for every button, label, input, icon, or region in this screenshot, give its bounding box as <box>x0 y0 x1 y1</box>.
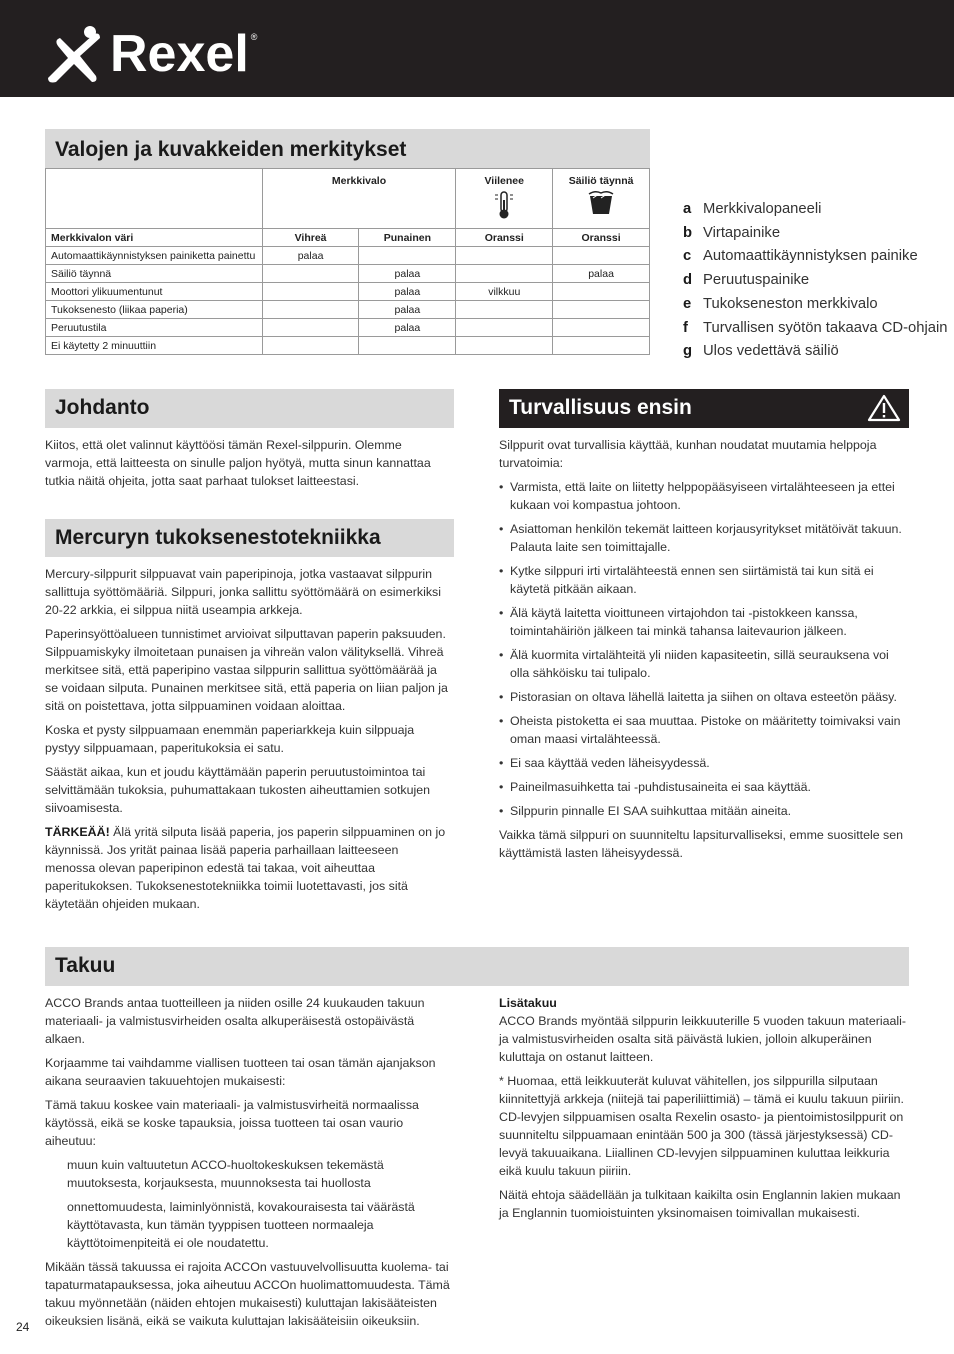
lights-table <box>45 168 650 355</box>
cooling-header: Viilenee <box>456 169 553 229</box>
rexel-figure-icon <box>44 24 108 84</box>
cell <box>456 265 553 283</box>
lights-section-header <box>45 129 650 169</box>
legend-item: a Merkkivalopaneeli <box>683 201 822 217</box>
list-item: • Ei saa käyttää veden läheisyydessä. <box>499 756 710 770</box>
extra-warranty-title: Lisätakuu <box>499 996 557 1010</box>
col-header: Oranssi <box>553 229 650 247</box>
legend-item: g Ulos vedettävä säiliö <box>683 343 839 360</box>
safety-intro: Silppurit ovat turvallisia käyttää, kunhan noudatat muutamia helppoja turvatoimia: <box>499 438 877 470</box>
lights-title: Valojen ja kuvakkeiden merkitykset <box>55 138 407 161</box>
list-item: • Paineilmasuihketta tai -puhdistusaineita ei saa käyttää. <box>499 780 811 794</box>
page-header <box>0 0 954 97</box>
list-item: • Älä käytä laitetta vioittuneen virtajohdon tai -pistokkeen kanssa, toimintahäiriön jälkeen tai minkä tahansa laitevaurion jälkeen. <box>499 606 858 638</box>
intro-paragraph: Kiitos, että olet valinnut käyttöösi tämän Rexel-silppurin. Olemme varmoja, että laitteesta on sinulle paljon hyötyä, mutta sinun kannattaa tutkia näitä ohjeita, jotta saat parhaat tulokset laitteestasi. <box>45 438 431 488</box>
legend-item: c Automaattikäynnistyksen painike <box>683 248 918 265</box>
warranty-title: Takuu <box>55 954 116 977</box>
cell: palaa <box>359 265 456 283</box>
cell <box>262 265 359 283</box>
cell <box>553 247 650 265</box>
cell <box>456 301 553 319</box>
mercury-section-header <box>45 519 454 557</box>
list-item: • Asiattoman henkilön tekemät laitteen korjausyritykset mitätöivät takuun. Palauta laite sen toimittajalle. <box>499 522 902 554</box>
thermometer-icon <box>493 190 515 220</box>
warranty-left <box>45 994 455 1336</box>
cell: palaa <box>359 301 456 319</box>
cell <box>359 337 456 355</box>
cell <box>262 301 359 319</box>
cell <box>553 337 650 355</box>
table-row <box>46 265 650 283</box>
paragraph: Korjaamme tai vaihdamme viallisen tuotteen tai osan tämän ajanjakson aikana seuraavien takuuehtojen mukaisesti: <box>45 1056 436 1088</box>
list-item: • Kytke silppuri irti virtalähteestä ennen sen siirtämistä tai kun sitä ei käytetä pitkään aikaan. <box>499 564 874 596</box>
list-item: • Silppurin pinnalle EI SAA suihkuttaa mitään aineita. <box>499 804 792 818</box>
col-header: Vihreä <box>262 229 359 247</box>
cell: palaa <box>553 265 650 283</box>
legend-item: e Tukokseneston merkkivalo <box>683 295 878 312</box>
indicator-header: Merkkivalo <box>262 169 456 229</box>
blank-cell <box>46 169 263 229</box>
intro-section-header <box>45 389 454 428</box>
list-item: • Älä kuormita virtalähteitä yli niiden kapasiteetin, sillä seurauksena voi olla sähköisku tai tulipalo. <box>499 648 889 680</box>
legend-item: b Virtapainike <box>683 224 781 241</box>
paragraph: Paperinsyöttöalueen tunnistimet arvioivat silputtavan paperin paksuuden. Silppuamiskyky ilmoitetaan punaisen ja vihreän valon välityksellä. Vihreä merkitsee sitä, että paperipino vastaa silppurin sallittua syöttömäärää ja se voidaan silputa. Punainen merkitsee sitä, että paperia on liian paljon ja sitä on poistettava, jotta silppuaminen voidaan aloittaa. <box>45 627 448 713</box>
row-label: Automaattikäynnistyksen painiketta painettu <box>46 247 263 265</box>
table-row <box>46 319 650 337</box>
paragraph: Säästät aikaa, kun et joudu käyttämään paperin peruutustoimintoa tai selvittämään tukoksia, puhumattakaan tukosten aiheuttamien sotkujen siivoamisesta. <box>45 765 431 815</box>
page-number: 24 <box>16 1320 30 1334</box>
cell <box>262 319 359 337</box>
rexel-logo <box>44 24 257 84</box>
cell <box>456 319 553 337</box>
indented-item: muun kuin valtuutetun ACCO-huoltokeskuksen tekemästä muutoksesta, korjauksesta, muunnoksesta tai huollosta <box>67 1158 384 1190</box>
warranty-right <box>499 994 911 1228</box>
row-label: Ei käytetty 2 minuuttiin <box>46 337 263 355</box>
cell <box>553 319 650 337</box>
col-header: Oranssi <box>456 229 553 247</box>
bin-full-header: Säiliö täynnä <box>553 169 650 229</box>
legend-item: d Peruutuspainike <box>683 272 810 289</box>
row-label: Peruutustila <box>46 319 263 337</box>
paragraph: Mercury-silppurit silppuavat vain paperipinoja, jotka vastaavat silppurin sallittuja syöttömääriä. Silppuri, jonka sallittu syöttömäärä on esimerkiksi 20-22 arkkia, ei silppua niitä useampia arkkeja. <box>45 567 441 617</box>
paragraph: Koska et pysty silppuamaan enemmän paperiarkkeja kuin silppuaja pystyy silppuamaan, paperitukoksia ei satu. <box>45 723 415 755</box>
cell: palaa <box>262 247 359 265</box>
row-label: Moottori ylikuumentunut <box>46 283 263 301</box>
safety-title: Turvallisuus ensin <box>509 396 692 419</box>
lights-table-header-row <box>46 229 650 247</box>
cell <box>456 337 553 355</box>
cell: vilkkuu <box>456 283 553 301</box>
safety-body <box>499 436 911 868</box>
brand-name: Rexel <box>110 25 249 83</box>
mercury-body <box>45 565 450 919</box>
paragraph: Mikään tässä takuussa ei rajoita ACCOn vastuuvelvollisuutta kuolema- tai tapaturmatapauksessa, joka aiheutuu ACCOn huolimattomuudesta. Tämä takuu myönnetään (näiden ehtojen mukaisesti) kuluttajan lakisääteisten oikeuksien lisänä, eikä se vaikuta kuluttajan lakisääteisiin oikeuksiin. <box>45 1260 450 1328</box>
paragraph: ACCO Brands antaa tuotteilleen ja niiden osille 24 kuukauden takuun materiaali- ja valmistusvirheiden osalta alkuperäisestä ostopäivästä alkaen. <box>45 996 425 1046</box>
warranty-section-header <box>45 947 909 986</box>
indented-item: onnettomuudesta, laiminlyönnistä, kovakouraisesta tai väärästä käyttötavasta, kun tämän tyyppisen tuotteen normaaleja käyttötoimenpiteitä ei ole noudatettu. <box>67 1200 415 1250</box>
table-row <box>46 283 650 301</box>
col-header: Punainen <box>359 229 456 247</box>
registered-mark: ® <box>250 32 258 42</box>
list-item: • Varmista, että laite on liitetty helppopääsyiseen virtalähteeseen ja ettei kukaan voi kompastua johtoon. <box>499 480 895 512</box>
cell <box>456 247 553 265</box>
cell <box>553 283 650 301</box>
intro-body <box>45 436 450 496</box>
lights-table-top-row <box>46 169 650 229</box>
row-label: Säiliö täynnä <box>46 265 263 283</box>
table-row <box>46 301 650 319</box>
legend-item: f Turvallisen syötön takaava CD-ohjain <box>683 319 948 336</box>
paragraph: Tämä takuu koskee vain materiaali- ja valmistusvirheitä normaalissa käytössä, eikä se koske tapauksia, joissa tuotteen tai osan vaurio aiheutuu: <box>45 1098 419 1148</box>
cell <box>359 247 456 265</box>
safety-outro: Vaikka tämä silppuri on suunniteltu lapsiturvalliseksi, emme suosittele sen käyttämistä lasten läheisyydessä. <box>499 828 904 860</box>
table-row <box>46 337 650 355</box>
cell <box>262 283 359 301</box>
col-header: Merkkivalon väri <box>46 229 263 247</box>
parts-legend <box>683 198 948 364</box>
important-label: TÄRKEÄÄ! <box>45 825 110 839</box>
mercury-title: Mercuryn tukoksenestotekniikka <box>55 526 381 549</box>
list-item: • Pistorasian on oltava lähellä laitetta ja siihen on oltava esteetön pääsy. <box>499 690 897 704</box>
paragraph: Näitä ehtoja säädellään ja tulkitaan kaikilta osin Englannin lakien mukaan ja Englannin tuomioistuinten yksinomaisen toimivallan mukaisesti. <box>499 1188 901 1220</box>
cell <box>553 301 650 319</box>
bin-full-icon <box>587 190 615 216</box>
paragraph: ACCO Brands myöntää silppurin leikkuuterille 5 vuoden takuun materiaali- ja valmistusvirheiden osalta sitä päivästä lukien, jolloin alkuperäinen kuluttaja on ostanut laitteen. <box>499 1014 907 1064</box>
paragraph: * Huomaa, että leikkuuterät kuluvat vähitellen, jos silppurilla silputaan kiinnitettyjä arkkeja (niitejä tai paperiliittimiä) – tämä ei kuulu takuun piiriin. CD-levyjen silppuamisen osalta Rexelin osasto- ja pientoimistosilppurit on suunniteltu silppuamaan enintään 500 ja 300 (tässä järjestyksessä) CD-levyä takuuaikana. Liiallinen CD-levyjen silppuaminen kuluttaa leikkuria eikä kuulu takuun piiriin. <box>499 1074 904 1178</box>
important-paragraph <box>45 823 450 913</box>
row-label: Tukoksenesto (liikaa paperia) <box>46 301 263 319</box>
important-text: Älä yritä silputa lisää paperia, jos paperin silppuaminen on jo käynnissä. Jos yrität painaa lisää paperia parhaillaan laitteeseen menossa olevan paperipinon edestä tai takaa, voit aiheuttaa paperitukoksen. Tukoksenestotekniikka toimii luotettavasti, jos sitä käytetään ohjeiden mukaan. <box>45 825 446 911</box>
warning-icon <box>867 394 901 422</box>
cell <box>262 337 359 355</box>
list-item: • Oheista pistoketta ei saa muuttaa. Pistoke on määritetty toimivaksi vain oman maasi virtalähteessä. <box>499 714 901 746</box>
safety-section-header <box>499 389 909 428</box>
cell: palaa <box>359 283 456 301</box>
intro-title: Johdanto <box>55 396 150 419</box>
cell: palaa <box>359 319 456 337</box>
table-row <box>46 247 650 265</box>
